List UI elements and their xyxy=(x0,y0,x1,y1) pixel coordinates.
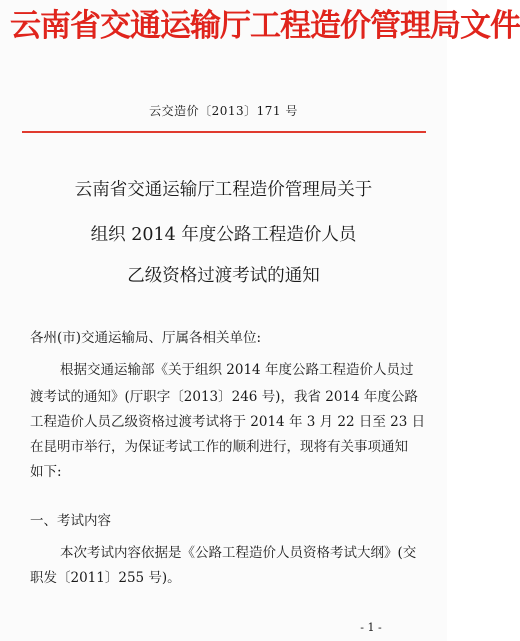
paragraph-1-line-1: 根据交通运输部《关于组织 2014 年度公路工程造价人员过 xyxy=(60,362,414,378)
section-heading-exam-content: 一、考试内容 xyxy=(30,513,111,529)
red-separator-rule xyxy=(22,131,426,133)
paragraph-1-line-5: 如下: xyxy=(30,464,62,480)
paragraph-2-line-1: 本次考试内容依据是《公路工程造价人员资格考试大纲》(交 xyxy=(60,545,417,561)
document-header-title: 云南省交通运输厅工程造价管理局文件 xyxy=(10,8,520,44)
paragraph-1-line-3: 工程造价人员乙级资格过渡考试将于 2014 年 3 月 22 日至 23 日 xyxy=(30,414,426,430)
paragraph-1-line-4: 在昆明市举行，为保证考试工作的顺利进行，现将有关事项通知 xyxy=(30,439,408,455)
salutation: 各州(市)交通运输局、厅属各相关单位: xyxy=(30,330,262,346)
notice-title-line-1: 云南省交通运输厅工程造价管理局关于 xyxy=(74,180,373,200)
document-number: 云交造价〔2013〕171 号 xyxy=(149,104,298,118)
paragraph-2-line-2: 职发〔2011〕255 号)。 xyxy=(30,570,181,586)
notice-title-line-3: 乙级资格过渡考试的通知 xyxy=(127,266,320,286)
notice-title-line-2: 组织 2014 年度公路工程造价人员 xyxy=(90,225,357,245)
page-number: - 1 - xyxy=(360,621,382,634)
paragraph-1-line-2: 渡考试的通知》(厅职字〔2013〕246 号)，我省 2014 年度公路 xyxy=(30,389,418,405)
